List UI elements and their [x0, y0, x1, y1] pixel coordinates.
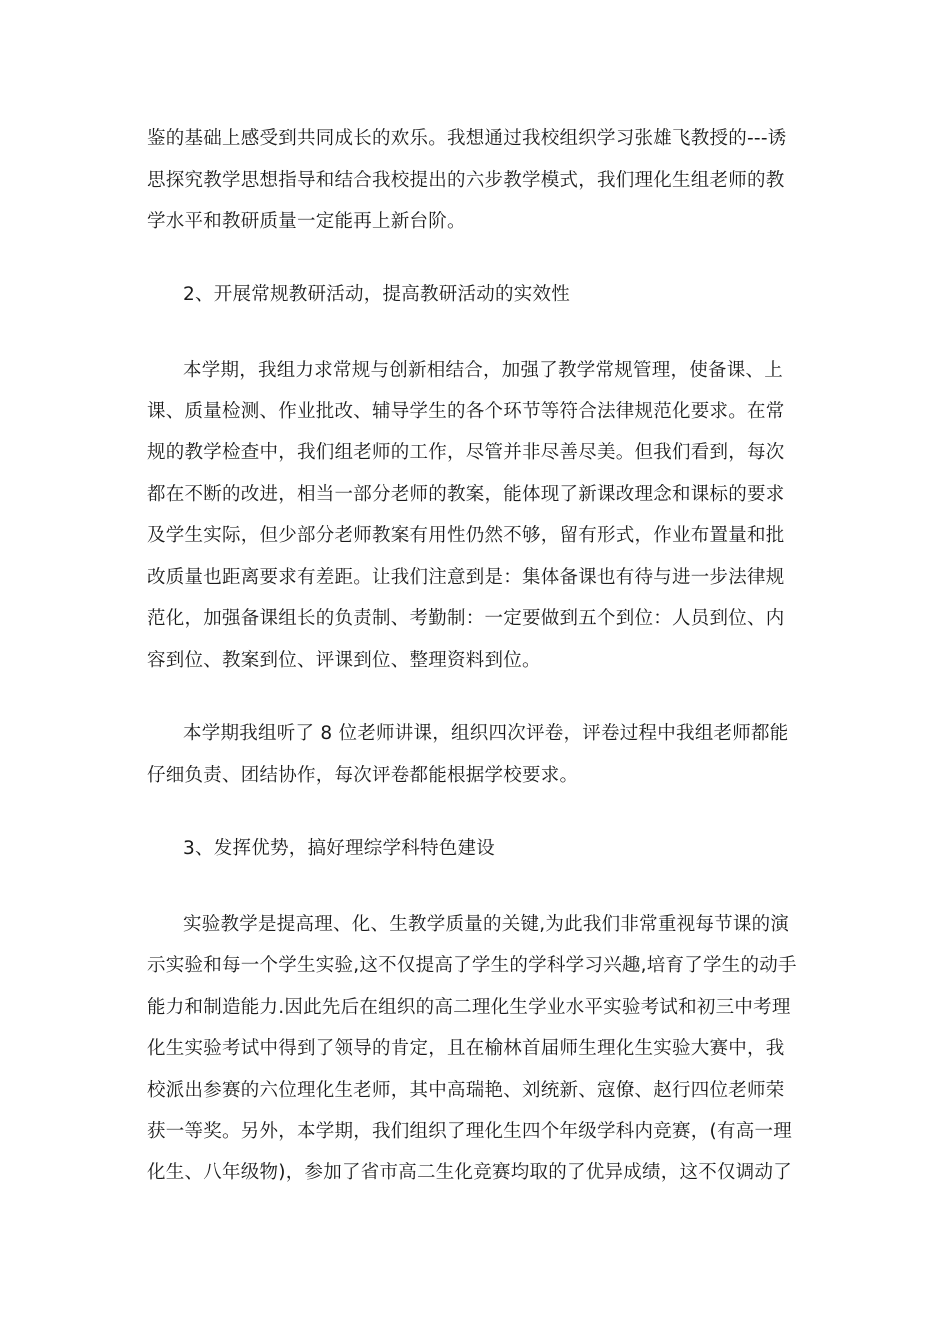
para3-line: 本学期我组听了 8 位老师讲课，组织四次评卷，评卷过程中我组老师都能	[183, 723, 789, 744]
para2-line: 范化，加强备课组长的负责制、考勤制：一定要做到五个到位：人员到位、内	[147, 608, 785, 629]
para2-line: 容到位、教案到位、评课到位、整理资料到位。	[147, 650, 541, 671]
section-heading-3: 3、发挥优势，搞好理综学科特色建设	[183, 838, 496, 859]
para2-line: 本学期，我组力求常规与创新相结合，加强了教学常规管理，使备课、上	[183, 360, 784, 381]
para2-line: 规的教学检查中，我们组老师的工作，尽管并非尽善尽美。但我们看到，每次	[147, 442, 785, 463]
para4-line: 获一等奖。另外，本学期，我们组织了理化生四个年级学科内竞赛，(有高一理	[147, 1121, 792, 1142]
para1-line: 鉴的基础上感受到共同成长的欢乐。我想通过我校组织学习张雄飞教授的---诱	[147, 128, 787, 149]
para4-line: 化生、八年级物)，参加了省市高二生化竞赛均取的了优异成绩，这不仅调动了	[147, 1162, 792, 1183]
para2-line: 及学生实际，但少部分老师教案有用性仍然不够，留有形式，作业布置量和批	[147, 525, 785, 546]
para2-line: 都在不断的改进，相当一部分老师的教案，能体现了新课改理念和课标的要求	[147, 484, 785, 505]
para2-line: 改质量也距离要求有差距。让我们注意到是：集体备课也有待与进一步法律规	[147, 567, 785, 588]
para4-line: 化生实验考试中得到了领导的肯定，且在榆林首届师生理化生实验大赛中，我	[147, 1038, 785, 1059]
para4-line: 示实验和每一个学生实验,这不仅提高了学生的学科学习兴趣,培育了学生的动手	[147, 955, 797, 976]
para4-line: 校派出参赛的六位理化生老师，其中高瑞艳、刘统新、寇僚、赵行四位老师荣	[147, 1080, 785, 1101]
para1-line: 思探究教学思想指导和结合我校提出的六步教学模式，我们理化生组老师的教	[147, 170, 785, 191]
para3-line: 仔细负责、团结协作，每次评卷都能根据学校要求。	[147, 765, 579, 786]
section-heading-2: 2、开展常规教研活动，提高教研活动的实效性	[183, 284, 571, 305]
para1-line: 学水平和教研质量一定能再上新台阶。	[147, 211, 466, 232]
para4-line: 实验教学是提高理、化、生教学质量的关键,为此我们非常重视每节课的演	[183, 914, 790, 935]
para4-line: 能力和制造能力.因此先后在组织的高二理化生学业水平实验考试和初三中考理	[147, 997, 791, 1018]
para2-line: 课、质量检测、作业批改、辅导学生的各个环节等符合法律规范化要求。在常	[147, 401, 785, 422]
